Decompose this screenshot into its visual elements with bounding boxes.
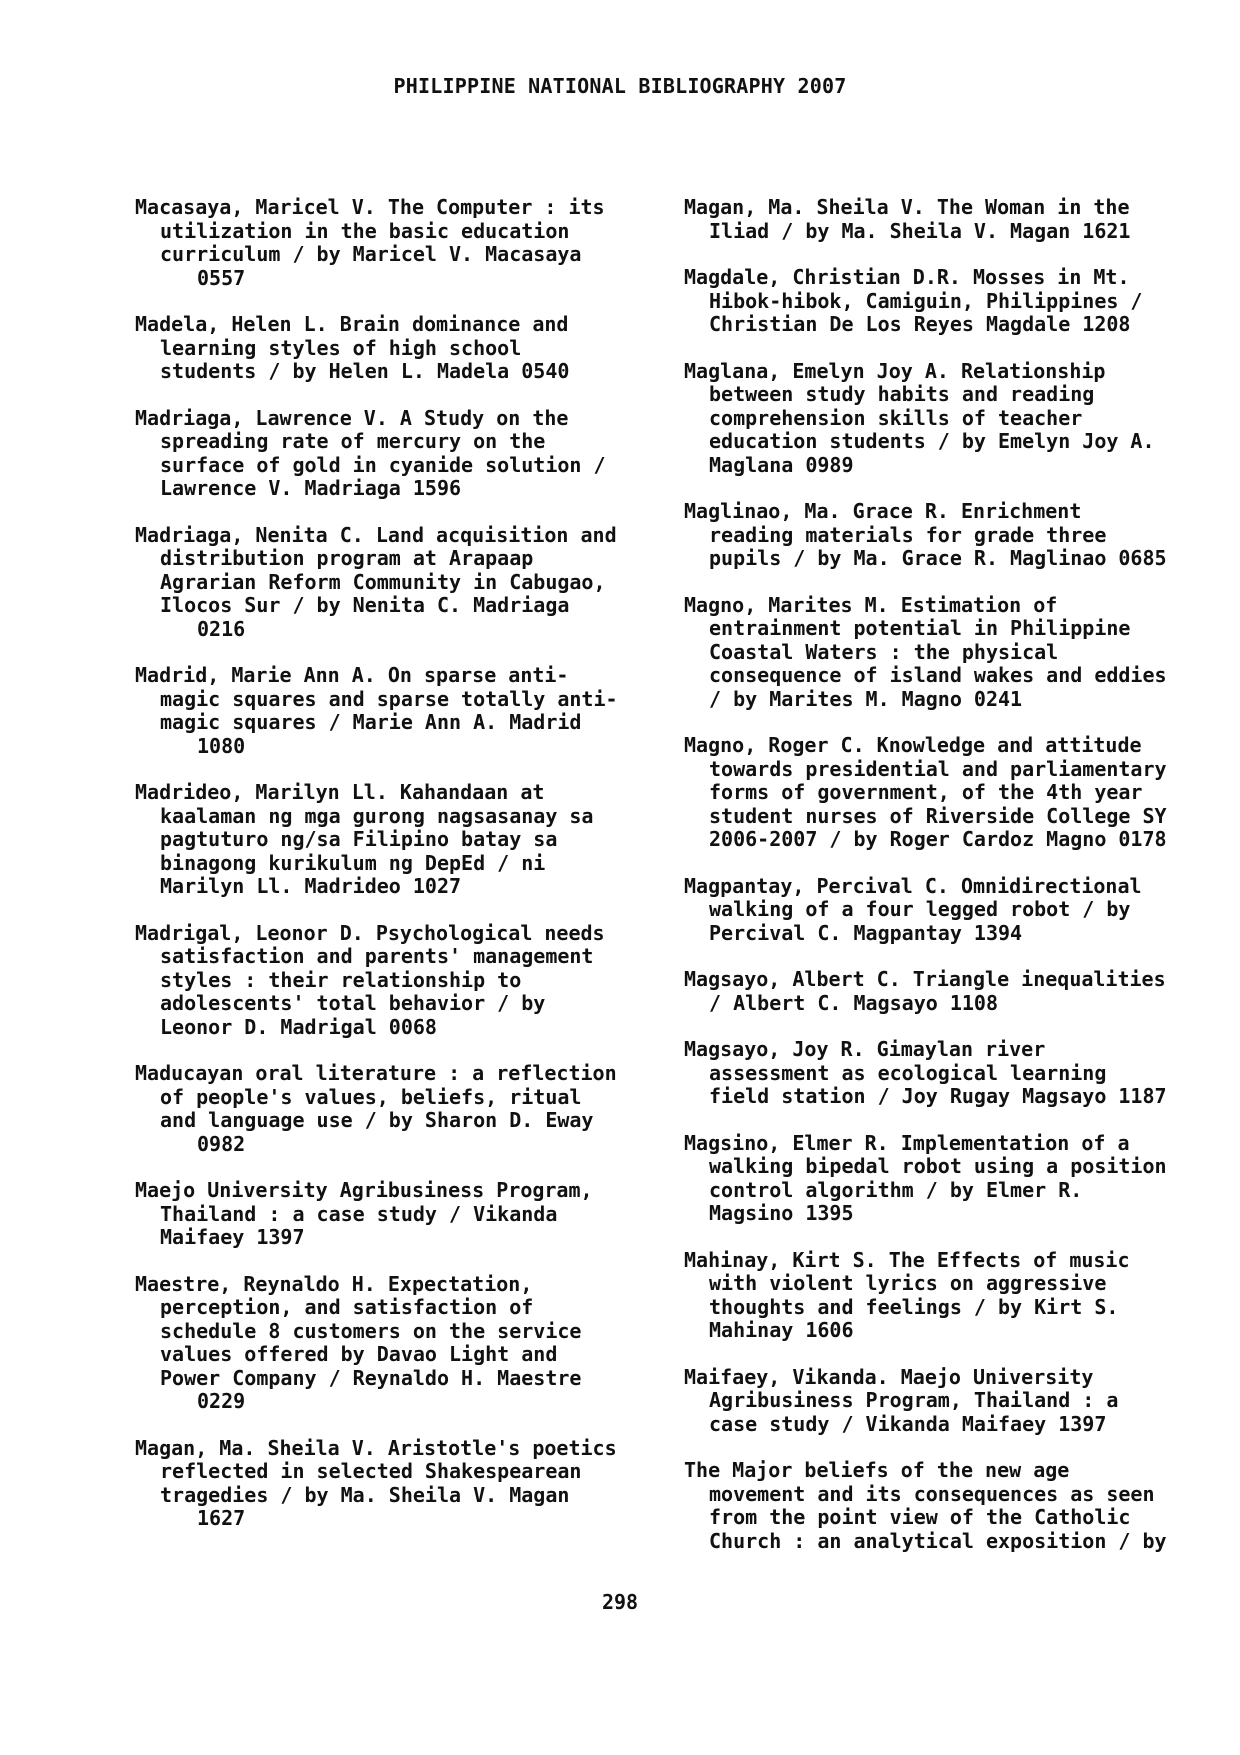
entry-first-line: Magsino, Elmer R. Implementation of a [684, 1130, 1130, 1155]
entry-continuation-line: Thailand : a case study / Vikanda [160, 1201, 558, 1226]
entry-continuation-line: Christian De Los Reyes Magdale 1208 [709, 312, 1131, 336]
bibliography-entry [135, 781, 655, 899]
entry-continuation-line: forms of government, of the 4th year [709, 780, 1143, 804]
bibliography-entry [135, 407, 655, 501]
entry-continuation-line: from the point view of the Catholic [709, 1505, 1131, 1529]
bibliography-entry [684, 734, 1204, 852]
entry-continuation-line: between study habits and reading [709, 382, 1095, 406]
entry-continuation-line: control algorithm / by Elmer R. [709, 1177, 1083, 1202]
entry-first-line: Mahinay, Kirt S. The Effects of music [684, 1247, 1130, 1272]
entry-continuation-line: Maglana 0989 [709, 452, 854, 477]
entry-continuation-line: Maifaey 1397 [160, 1225, 305, 1249]
bibliography-entry [684, 968, 1204, 1015]
bibliography-entry [684, 1132, 1204, 1226]
entry-continuation-line: Iliad / by Ma. Sheila V. Magan 1621 [709, 218, 1131, 243]
entry-continuation-line: education students / by Emelyn Joy A. [709, 429, 1155, 453]
entry-continuation-line: Marilyn Ll. Madrideo 1027 [160, 874, 462, 898]
entry-first-line: Magpantay, Percival C. Omnidirectional [684, 873, 1142, 898]
entry-continuation-line: case study / Vikanda Maifaey 1397 [709, 1411, 1107, 1436]
bibliography-entry [135, 313, 655, 384]
entry-continuation-line: walking bipedal robot using a position [709, 1154, 1167, 1178]
bibliography-entry [135, 664, 655, 758]
entry-accession-number: 0557 [197, 265, 246, 290]
entry-continuation-line: Agribusiness Program, Thailand : a [709, 1388, 1119, 1412]
entry-continuation-line: student nurses of Riverside College SY [709, 803, 1167, 828]
entry-first-line: Magsayo, Albert C. Triangle inequalities [684, 967, 1166, 991]
bibliography-entry [135, 524, 655, 642]
entry-continuation-line: entrainment potential in Philippine [709, 616, 1131, 640]
entry-first-line: Magan, Ma. Sheila V. The Woman in the [684, 195, 1130, 219]
entry-continuation-line: pagtuturo ng/sa Filipino batay sa [160, 827, 558, 851]
bibliography-entry [684, 266, 1204, 337]
entry-first-line: The Major beliefs of the new age [684, 1458, 1070, 1482]
right-column [684, 196, 1204, 1576]
entry-continuation-line: adolescents' total behavior / by [160, 991, 546, 1015]
entry-continuation-line: Leonor D. Madrigal 0068 [160, 1014, 437, 1039]
entry-first-line: Maducayan oral literature : a reflection [135, 1061, 617, 1085]
entry-first-line: Madrigal, Leonor D. Psychological needs [135, 920, 605, 945]
entry-continuation-line: thoughts and feelings / by Kirt S. [709, 1294, 1119, 1319]
entry-accession-number: 0216 [197, 616, 246, 641]
bibliography-entry [684, 875, 1204, 946]
entry-continuation-line: / by Marites M. Magno 0241 [709, 686, 1023, 711]
entry-continuation-line: Church : an analytical exposition / by [709, 1528, 1167, 1553]
entry-continuation-line: 2006-2007 / by Roger Cardoz Magno 0178 [709, 827, 1167, 851]
entry-continuation-line: satisfaction and parents' management [160, 944, 594, 968]
entry-continuation-line: styles : their relationship to [160, 967, 522, 992]
entry-continuation-line: perception, and satisfaction of [160, 1295, 534, 1319]
entry-continuation-line: of people's values, beliefs, ritual [160, 1084, 582, 1109]
entry-first-line: Madriaga, Nenita C. Land acquisition and [135, 522, 617, 547]
entry-accession-number: 1080 [197, 733, 246, 758]
entry-continuation-line: Power Company / Reynaldo H. Maestre [160, 1365, 582, 1390]
entry-continuation-line: walking of a four legged robot / by [709, 897, 1131, 921]
bibliography-entry [684, 1038, 1204, 1109]
entry-continuation-line: Ilocos Sur / by Nenita C. Madriaga [160, 593, 570, 617]
bibliography-entry [684, 196, 1204, 243]
bibliography-entry [135, 1062, 655, 1156]
page-header: PHILIPPINE NATIONAL BIBLIOGRAPHY 2007 [393, 74, 847, 98]
entry-first-line: Maglana, Emelyn Joy A. Relationship [684, 358, 1106, 383]
entry-continuation-line: distribution program at Arapaap [160, 546, 534, 570]
entry-continuation-line: assessment as ecological learning [709, 1060, 1107, 1085]
entry-continuation-line: / Albert C. Magsayo 1108 [709, 990, 998, 1015]
entry-continuation-line: reading materials for grade three [709, 522, 1107, 547]
entry-continuation-line: surface of gold in cyanide solution / [160, 452, 606, 477]
entry-continuation-line: utilization in the basic education [160, 218, 570, 243]
bibliography-entry [135, 1179, 655, 1250]
entry-first-line: Madrid, Marie Ann A. On sparse anti- [135, 663, 569, 687]
bibliography-entry [135, 1437, 655, 1531]
entry-continuation-line: spreading rate of mercury on the [160, 429, 546, 453]
entry-continuation-line: and language use / by Sharon D. Eway [160, 1108, 594, 1132]
entry-first-line: Maestre, Reynaldo H. Expectation, [135, 1271, 533, 1296]
entry-continuation-line: Percival C. Magpantay 1394 [709, 920, 1023, 945]
entry-accession-number: 0982 [197, 1131, 246, 1156]
entry-continuation-line: reflected in selected Shakespearean [160, 1459, 582, 1483]
entry-first-line: Maifaey, Vikanda. Maejo University [684, 1364, 1094, 1389]
entry-continuation-line: Mahinay 1606 [709, 1318, 854, 1342]
bibliography-entry [684, 360, 1204, 478]
entry-continuation-line: magic squares and sparse totally anti- [160, 686, 618, 711]
entry-accession-number: 1627 [197, 1506, 246, 1530]
entry-first-line: Macasaya, Maricel V. The Computer : its [135, 195, 605, 219]
bibliography-entry [684, 1249, 1204, 1343]
entry-first-line: Magno, Roger C. Knowledge and attitude [684, 733, 1142, 757]
entry-first-line: Madela, Helen L. Brain dominance and [135, 312, 569, 336]
entry-first-line: Maglinao, Ma. Grace R. Enrichment [684, 499, 1082, 523]
entry-first-line: Maejo University Agribusiness Program, [135, 1178, 593, 1202]
entry-continuation-line: field station / Joy Rugay Magsayo 1187 [709, 1084, 1167, 1108]
entry-continuation-line: Lawrence V. Madriaga 1596 [160, 476, 462, 500]
entry-continuation-line: with violent lyrics on aggressive [709, 1271, 1107, 1295]
entry-continuation-line: schedule 8 customers on the service [160, 1318, 582, 1343]
entry-continuation-line: Magsino 1395 [709, 1201, 854, 1225]
bibliography-entry [684, 1366, 1204, 1437]
entry-continuation-line: students / by Helen L. Madela 0540 [160, 359, 570, 383]
entry-continuation-line: consequence of island wakes and eddies [709, 663, 1167, 687]
entry-continuation-line: values offered by Davao Light and [160, 1342, 558, 1366]
bibliography-entry [684, 500, 1204, 571]
entry-first-line: Magdale, Christian D.R. Mosses in Mt. [684, 265, 1130, 289]
entry-continuation-line: Coastal Waters : the physical [709, 639, 1059, 664]
bibliography-entry [135, 1273, 655, 1414]
left-column [135, 196, 655, 1554]
entry-accession-number: 0229 [197, 1389, 246, 1413]
entry-continuation-line: magic squares / Marie Ann A. Madrid [160, 710, 582, 734]
page-number: 298 [601, 1590, 639, 1614]
entry-first-line: Magsayo, Joy R. Gimaylan river [684, 1037, 1046, 1061]
entry-continuation-line: kaalaman ng mga gurong nagsasanay sa [160, 803, 594, 828]
bibliography-entry [135, 196, 655, 290]
entry-continuation-line: binagong kurikulum ng DepEd / ni [160, 850, 546, 875]
entry-continuation-line: learning styles of high school [160, 335, 522, 360]
entry-first-line: Madrideo, Marilyn Ll. Kahandaan at [135, 780, 545, 804]
entry-continuation-line: towards presidential and parliamentary [709, 756, 1167, 781]
entry-continuation-line: Agrarian Reform Community in Cabugao, [160, 569, 606, 594]
entry-first-line: Magno, Marites M. Estimation of [684, 592, 1058, 617]
entry-continuation-line: Hibok-hibok, Camiguin, Philippines / [709, 288, 1143, 313]
entry-continuation-line: pupils / by Ma. Grace R. Maglinao 0685 [709, 546, 1167, 570]
entry-continuation-line: comprehension skills of teacher [709, 405, 1083, 430]
entry-continuation-line: curriculum / by Maricel V. Macasaya [160, 242, 582, 266]
entry-first-line: Magan, Ma. Sheila V. Aristotle's poetics [135, 1435, 617, 1460]
entry-first-line: Madriaga, Lawrence V. A Study on the [135, 405, 569, 430]
entry-continuation-line: tragedies / by Ma. Sheila V. Magan [160, 1482, 570, 1507]
bibliography-entry [684, 1459, 1204, 1553]
bibliography-entry [135, 922, 655, 1040]
entry-continuation-line: movement and its consequences as seen [709, 1481, 1155, 1506]
bibliography-entry [684, 594, 1204, 712]
